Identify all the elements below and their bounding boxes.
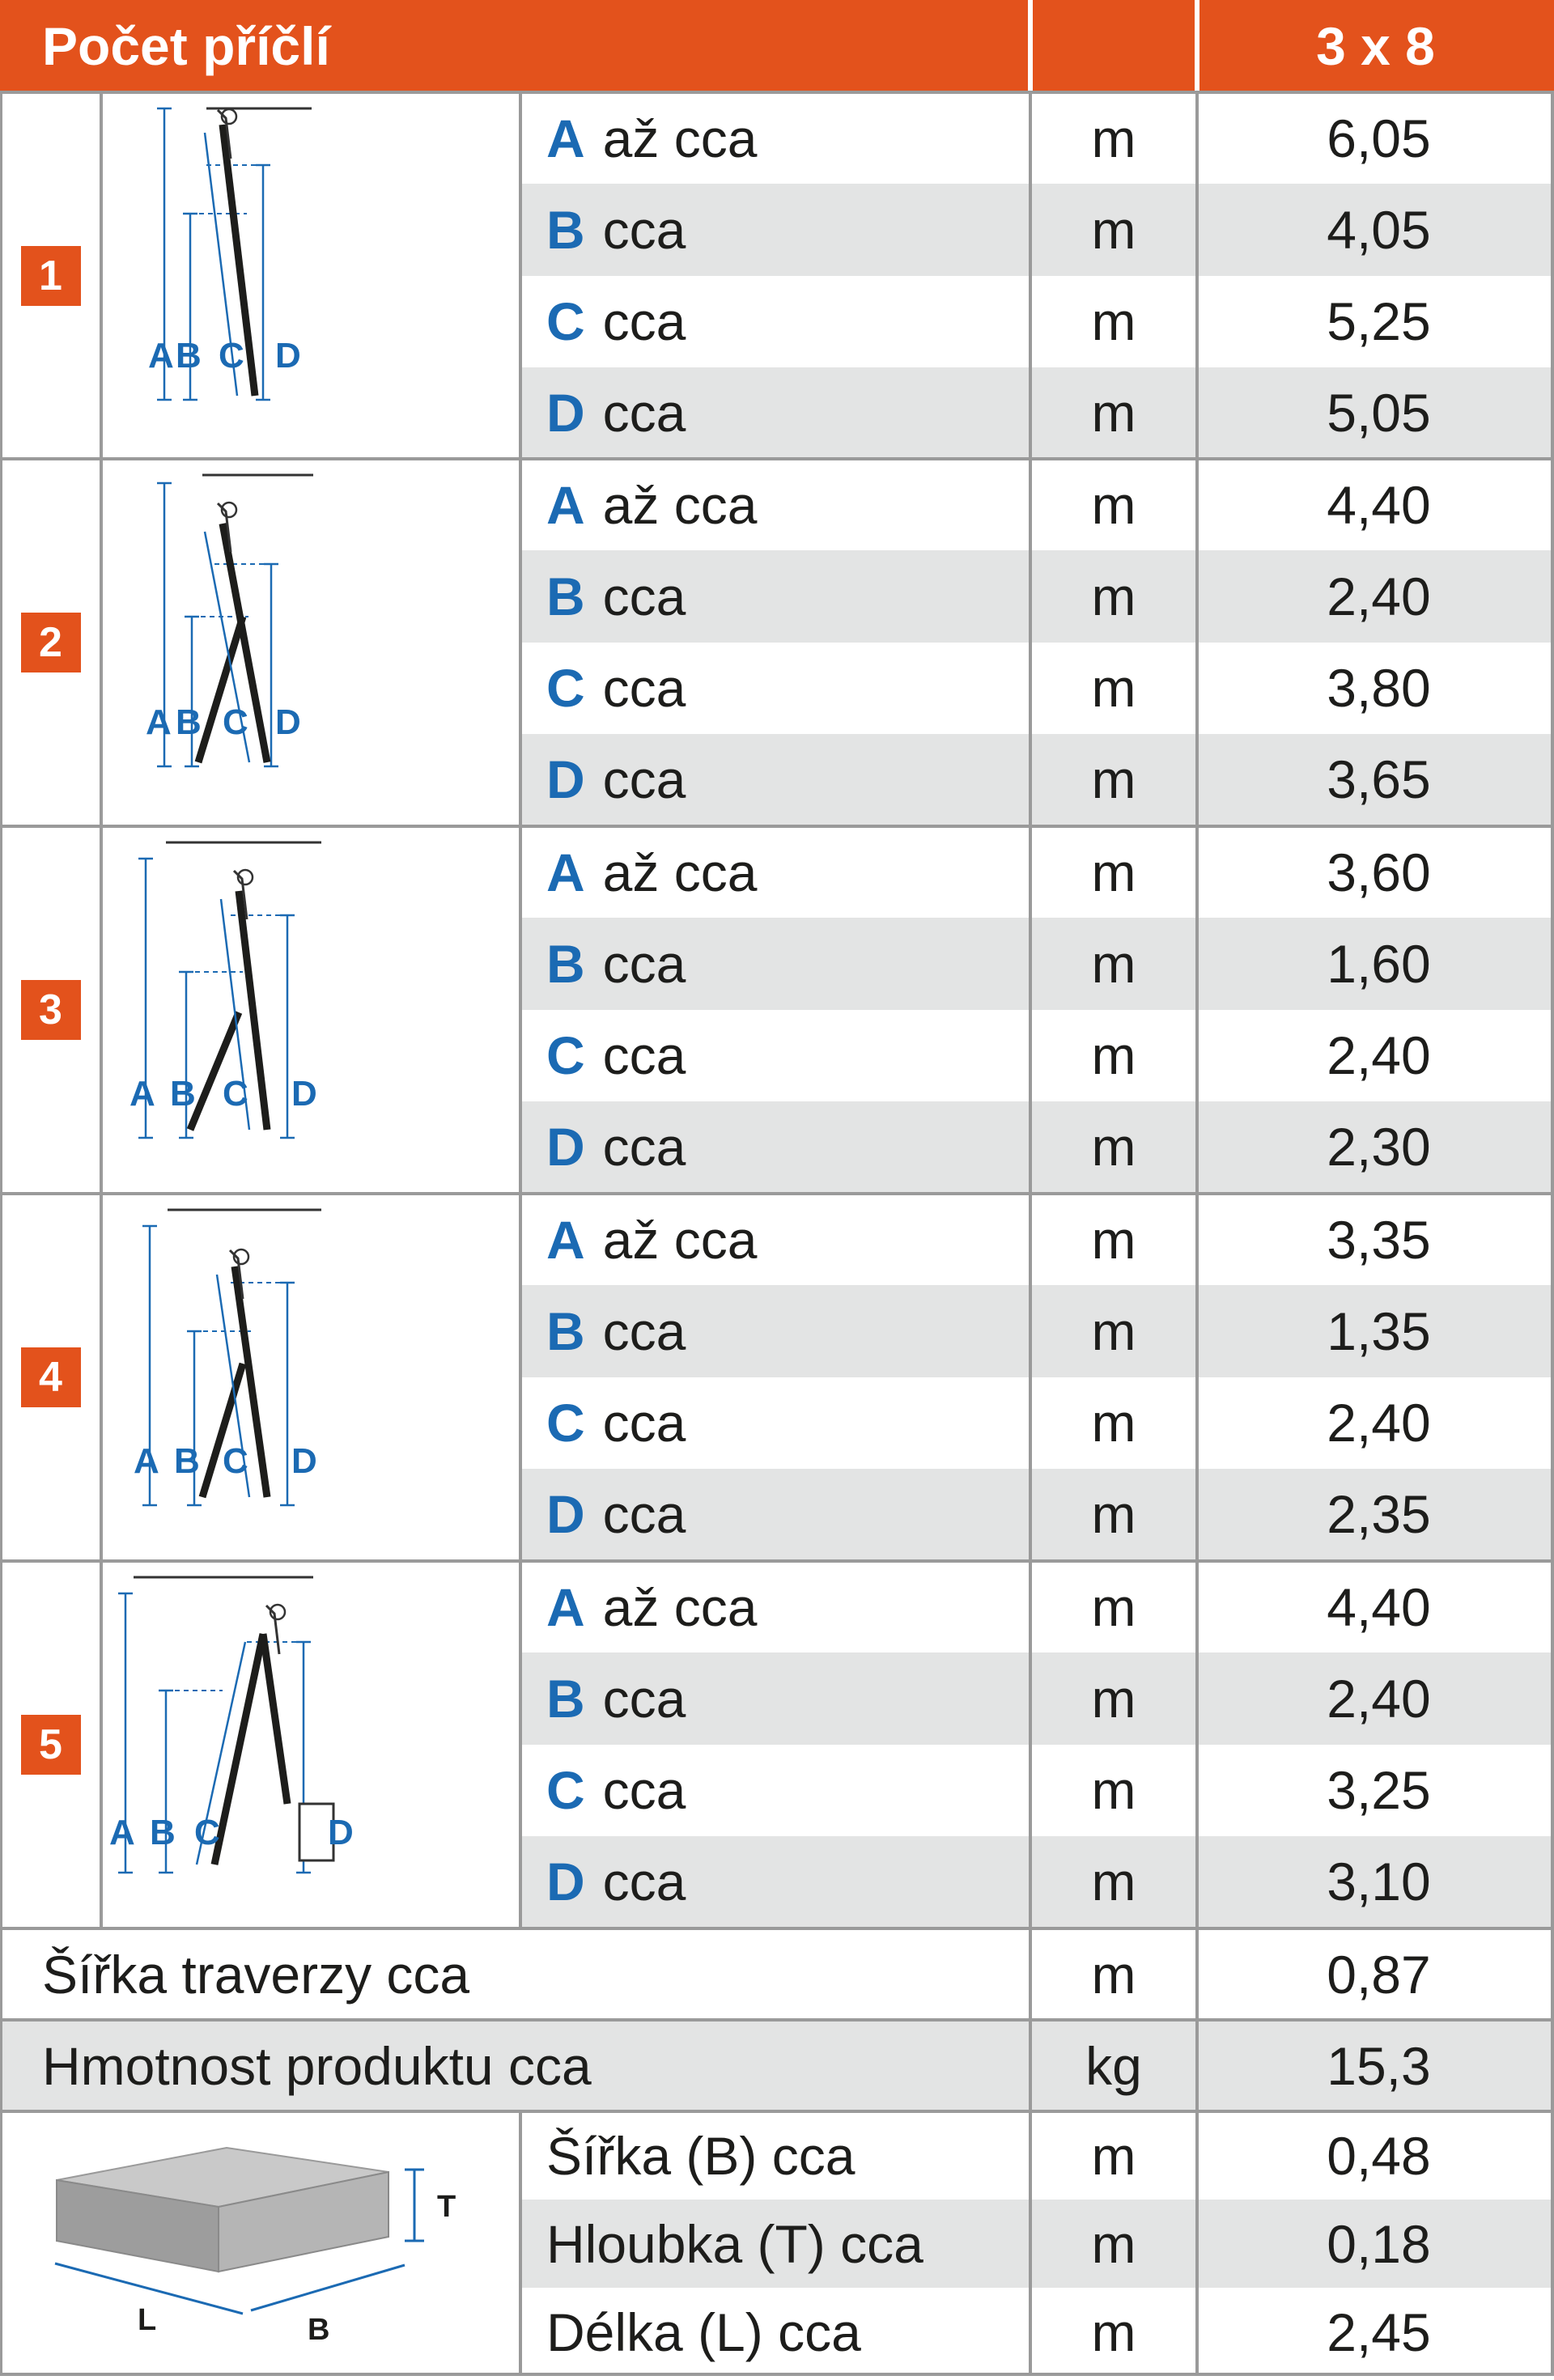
- dim-label-t: T: [437, 2190, 456, 2224]
- ladder-diagram-cell: [101, 826, 520, 1193]
- dimension-label-cell: [520, 918, 1030, 1009]
- measurement-value: 4,40: [1327, 1576, 1431, 1637]
- measurement-value: 1,60: [1327, 933, 1431, 994]
- dim-line-b: [251, 2265, 405, 2310]
- dimension-label: až cca: [602, 1576, 758, 1637]
- section-divider: [0, 1192, 1554, 1195]
- diagram-label-a: A: [134, 1441, 159, 1481]
- value-cell: [1197, 2020, 1554, 2111]
- unit-value: m: [1091, 566, 1136, 626]
- measurement-value: 2,40: [1327, 1025, 1431, 1086]
- value-cell: [1197, 1194, 1554, 1285]
- dimension-label-cell: [520, 1652, 1030, 1744]
- dimension-letter: C: [546, 658, 585, 719]
- ladder-diagram-cell: [101, 459, 520, 825]
- diagram-label-d: D: [275, 336, 301, 375]
- dimension-label: cca: [602, 291, 686, 352]
- ladder-position-illustration: [101, 1194, 520, 1560]
- dimension-label: až cca: [602, 474, 758, 535]
- unit-cell: [1030, 1194, 1197, 1285]
- diagram-label-d: D: [291, 1441, 317, 1481]
- measurement-value: 3,35: [1327, 1209, 1431, 1270]
- unit-value: m: [1091, 2213, 1136, 2274]
- section-badge-cell: [0, 92, 101, 459]
- dimension-letter: D: [546, 1484, 585, 1545]
- dim-label-l: L: [138, 2303, 157, 2337]
- value-cell: [1197, 918, 1554, 1009]
- dimension-label-cell: [520, 1194, 1030, 1285]
- spec-value: 15,3: [1327, 2035, 1431, 2096]
- measurement-value: 3,60: [1327, 842, 1431, 902]
- dimension-label: cca: [602, 566, 686, 626]
- unit-value: m: [1091, 1576, 1136, 1637]
- dimension-label: cca: [602, 199, 686, 260]
- value-cell: [1197, 2288, 1554, 2376]
- package-dimension-label-cell: [520, 2111, 1030, 2200]
- measurement-value: 6,05: [1327, 108, 1431, 168]
- dimension-label-cell: [520, 1745, 1030, 1836]
- dimension-letter: D: [546, 1117, 585, 1177]
- dimension-letter: B: [546, 566, 585, 626]
- dimension-label-cell: [520, 1469, 1030, 1560]
- ladder-diagram-cell: [101, 1194, 520, 1560]
- unit-value: m: [1091, 1484, 1136, 1545]
- section-divider: [0, 2110, 1554, 2113]
- measurement-value: 1,35: [1327, 1300, 1431, 1361]
- value-cell: [1197, 643, 1554, 734]
- value-cell: [1197, 1285, 1554, 1377]
- value-cell: [1197, 2200, 1554, 2288]
- diagram-label-c: C: [219, 336, 244, 375]
- measurement-value: 4,40: [1327, 474, 1431, 535]
- value-cell: [1197, 1928, 1554, 2020]
- measurement-value: 2,40: [1327, 566, 1431, 626]
- dimension-label-cell: [520, 367, 1030, 459]
- dimension-letter: A: [546, 842, 585, 902]
- package-dimension-label-cell: [520, 2288, 1030, 2376]
- section-badge-cell: [0, 1194, 101, 1560]
- unit-value: m: [1091, 1025, 1136, 1086]
- section-number-badge: 3: [21, 980, 81, 1040]
- ladder-diagram: [148, 108, 312, 400]
- measurement-value: 3,65: [1327, 749, 1431, 810]
- column-divider-badge: [100, 92, 103, 1928]
- unit-value: m: [1091, 2302, 1136, 2362]
- package-dimension-value: 0,18: [1327, 2213, 1431, 2274]
- ladder-diagram: [134, 1210, 321, 1505]
- unit-value: m: [1091, 842, 1136, 902]
- value-cell: [1197, 184, 1554, 275]
- column-divider-package: [519, 2111, 522, 2376]
- section-divider: [0, 457, 1554, 460]
- section-number-badge: 4: [21, 1347, 81, 1407]
- value-cell: [1197, 1377, 1554, 1469]
- unit-cell: [1030, 2200, 1197, 2288]
- ladder-diagram: [109, 1577, 354, 1873]
- table-border-right: [1551, 92, 1554, 2376]
- unit-value: m: [1091, 1209, 1136, 1270]
- spec-label: Šířka traverzy cca: [42, 1944, 470, 2005]
- unit-value: m: [1091, 1668, 1136, 1729]
- unit-cell: [1030, 643, 1197, 734]
- value-cell: [1197, 1469, 1554, 1560]
- section-divider: [0, 1927, 1554, 1930]
- unit-cell: [1030, 826, 1197, 918]
- dimension-label-cell: [520, 1101, 1030, 1193]
- diagram-label-d: D: [328, 1813, 354, 1852]
- ladder-diagram-cell: [101, 1561, 520, 1928]
- unit-cell: [1030, 1469, 1197, 1560]
- value-cell: [1197, 826, 1554, 918]
- column-divider-unit: [1029, 92, 1032, 2376]
- unit-cell: [1030, 1285, 1197, 1377]
- measurement-value: 4,05: [1327, 199, 1431, 260]
- table-border-bottom: [0, 2373, 1554, 2376]
- dimension-letter: A: [546, 108, 585, 168]
- unit-cell: [1030, 1652, 1197, 1744]
- table-border-left: [0, 92, 2, 2376]
- measurement-value: 3,80: [1327, 658, 1431, 719]
- dimension-letter: C: [546, 1760, 585, 1821]
- package-dimension-value: 0,48: [1327, 2125, 1431, 2186]
- dimension-label: cca: [602, 933, 686, 994]
- dimension-letter: A: [546, 1576, 585, 1637]
- dimension-label: cca: [602, 658, 686, 719]
- measurement-value: 2,30: [1327, 1117, 1431, 1177]
- package-dimension-label: Hloubka (T) cca: [546, 2213, 923, 2274]
- package-dimension-label-cell: [520, 2200, 1030, 2288]
- dimension-label: až cca: [602, 842, 758, 902]
- measurement-value: 2,40: [1327, 1668, 1431, 1729]
- diagram-label-b: B: [176, 702, 202, 742]
- dimension-letter: A: [546, 474, 585, 535]
- dimension-label-cell: [520, 459, 1030, 550]
- dimension-label: cca: [602, 1393, 686, 1453]
- diagram-label-a: A: [148, 336, 174, 375]
- diagram-label-a: A: [109, 1813, 135, 1852]
- section-divider: [0, 825, 1554, 828]
- value-cell: [1197, 550, 1554, 642]
- unit-cell: [1030, 367, 1197, 459]
- dimension-letter: B: [546, 1300, 585, 1361]
- dimension-letter: B: [546, 1668, 585, 1729]
- measurement-value: 5,05: [1327, 383, 1431, 443]
- ladder-leg-2: [263, 1634, 287, 1804]
- section-number-badge: 1: [21, 246, 81, 306]
- dimension-label: cca: [602, 1484, 686, 1545]
- ladder-position-illustration: [101, 1561, 520, 1928]
- measurement-value: 3,25: [1327, 1760, 1431, 1821]
- section-divider: [0, 91, 1554, 94]
- ladder-position-illustration: [101, 92, 520, 459]
- unit-cell: [1030, 1561, 1197, 1652]
- dimension-label: cca: [602, 1300, 686, 1361]
- diagram-label-a: A: [146, 702, 172, 742]
- spec-label-cell: [0, 1928, 1030, 2020]
- header-title-cell: [0, 0, 1030, 92]
- section-number-badge: 2: [21, 613, 81, 672]
- diagram-label-d: D: [291, 1074, 317, 1114]
- dimension-letter: B: [546, 199, 585, 260]
- value-cell: [1197, 367, 1554, 459]
- dimension-letter: C: [546, 291, 585, 352]
- package-dimension-label: Šířka (B) cca: [546, 2125, 856, 2186]
- unit-cell: [1030, 1010, 1197, 1101]
- unit-cell: [1030, 2288, 1197, 2376]
- package-dimension-label: Délka (L) cca: [546, 2302, 861, 2362]
- unit-cell: [1030, 459, 1197, 550]
- value-cell: [1197, 1745, 1554, 1836]
- unit-cell: [1030, 1928, 1197, 2020]
- value-cell: [1197, 1561, 1554, 1652]
- unit-cell: [1030, 734, 1197, 825]
- unit-cell: [1030, 1101, 1197, 1193]
- value-cell: [1197, 1010, 1554, 1101]
- value-cell: [1197, 1101, 1554, 1193]
- dimension-label-cell: [520, 1561, 1030, 1652]
- unit-value: m: [1091, 749, 1136, 810]
- dimension-label-cell: [520, 184, 1030, 275]
- diagram-label-b: B: [174, 1441, 200, 1481]
- unit-value: m: [1091, 1117, 1136, 1177]
- unit-value: m: [1091, 291, 1136, 352]
- value-cell: [1197, 459, 1554, 550]
- section-divider: [0, 1559, 1554, 1563]
- unit-cell: [1030, 92, 1197, 184]
- measurement-value: 2,35: [1327, 1484, 1431, 1545]
- unit-value: m: [1091, 658, 1136, 719]
- unit-value: kg: [1085, 2035, 1142, 2096]
- header-unit-cell: [1030, 0, 1197, 92]
- value-cell: [1197, 92, 1554, 184]
- dimension-label-cell: [520, 276, 1030, 367]
- dimension-label-cell: [520, 92, 1030, 184]
- section-badge-cell: [0, 826, 101, 1193]
- unit-cell: [1030, 2020, 1197, 2111]
- dimension-label-cell: [520, 550, 1030, 642]
- unit-value: m: [1091, 1393, 1136, 1453]
- dimension-label: až cca: [602, 1209, 758, 1270]
- dimension-letter: C: [546, 1393, 585, 1453]
- column-divider-value: [1195, 92, 1199, 2376]
- ladder-position-illustration: [101, 459, 520, 825]
- diagram-label-c: C: [223, 1441, 248, 1481]
- dimension-letter: C: [546, 1025, 585, 1086]
- measurement-value: 3,10: [1327, 1852, 1431, 1912]
- dimension-label: cca: [602, 1025, 686, 1086]
- dimension-label-cell: [520, 1377, 1030, 1469]
- ladder-position-illustration: [101, 826, 520, 1193]
- dimension-label: cca: [602, 749, 686, 810]
- dimension-label-cell: [520, 643, 1030, 734]
- dimension-letter: D: [546, 749, 585, 810]
- dimension-label-cell: [520, 1010, 1030, 1101]
- measurement-value: 2,40: [1327, 1393, 1431, 1453]
- unit-cell: [1030, 1377, 1197, 1469]
- value-cell: [1197, 276, 1554, 367]
- unit-cell: [1030, 184, 1197, 275]
- unit-value: m: [1091, 2125, 1136, 2186]
- dim-label-b: B: [308, 2313, 330, 2347]
- package-illustration-cell: [0, 2111, 520, 2376]
- unit-value: m: [1091, 383, 1136, 443]
- box-drawing: [55, 2148, 456, 2347]
- dimension-label-cell: [520, 1285, 1030, 1377]
- box-icon: [0, 2111, 520, 2376]
- diagram-label-a: A: [130, 1074, 155, 1114]
- dimension-label-cell: [520, 826, 1030, 918]
- value-cell: [1197, 1836, 1554, 1928]
- section-badge-cell: [0, 459, 101, 825]
- diagram-label-d: D: [275, 702, 301, 742]
- ladder-diagram-cell: [101, 92, 520, 459]
- diagram-label-b: B: [176, 336, 202, 375]
- dimension-label: cca: [602, 1852, 686, 1912]
- unit-value: m: [1091, 108, 1136, 168]
- diagram-label-b: B: [150, 1813, 176, 1852]
- dimension-label-cell: [520, 1836, 1030, 1928]
- header-size: 3 x 8: [1316, 16, 1435, 76]
- value-cell: [1197, 2111, 1554, 2200]
- dimension-label: cca: [602, 1668, 686, 1729]
- page-title: Počet příčlí: [42, 16, 330, 76]
- unit-value: m: [1091, 1300, 1136, 1361]
- diagram-label-b: B: [170, 1074, 196, 1114]
- diagram-label-c: C: [223, 702, 248, 742]
- diagram-label-c: C: [223, 1074, 248, 1114]
- unit-value: m: [1091, 1944, 1136, 2005]
- spec-value: 0,87: [1327, 1944, 1431, 2005]
- unit-cell: [1030, 1745, 1197, 1836]
- spec-label: Hmotnost produktu cca: [42, 2035, 592, 2096]
- dimension-label: cca: [602, 383, 686, 443]
- ladder-diagram: [130, 842, 321, 1138]
- unit-value: m: [1091, 933, 1136, 994]
- dimension-label: cca: [602, 1117, 686, 1177]
- section-number-badge: 5: [21, 1715, 81, 1775]
- header-separator: [1028, 0, 1033, 92]
- spec-label-cell: [0, 2020, 1030, 2111]
- dimension-letter: D: [546, 1852, 585, 1912]
- unit-cell: [1030, 918, 1197, 1009]
- dimension-label: cca: [602, 1760, 686, 1821]
- measurement-value: 5,25: [1327, 291, 1431, 352]
- header-separator: [1195, 0, 1199, 92]
- unit-cell: [1030, 2111, 1197, 2200]
- dimension-letter: B: [546, 933, 585, 994]
- dimension-letter: A: [546, 1209, 585, 1270]
- unit-value: m: [1091, 199, 1136, 260]
- value-cell: [1197, 1652, 1554, 1744]
- section-badge-cell: [0, 1561, 101, 1928]
- dimension-label-cell: [520, 734, 1030, 825]
- diagram-label-c: C: [194, 1813, 220, 1852]
- section-divider: [0, 2018, 1554, 2022]
- unit-value: m: [1091, 1852, 1136, 1912]
- unit-cell: [1030, 550, 1197, 642]
- unit-value: m: [1091, 1760, 1136, 1821]
- column-divider-diagram: [519, 92, 522, 1928]
- dimension-letter: D: [546, 383, 585, 443]
- unit-cell: [1030, 276, 1197, 367]
- unit-cell: [1030, 1836, 1197, 1928]
- header-size-cell: [1197, 0, 1554, 92]
- unit-value: m: [1091, 474, 1136, 535]
- dimension-label: až cca: [602, 108, 758, 168]
- value-cell: [1197, 734, 1554, 825]
- package-dimension-value: 2,45: [1327, 2302, 1431, 2362]
- ladder-diagram: [146, 475, 313, 766]
